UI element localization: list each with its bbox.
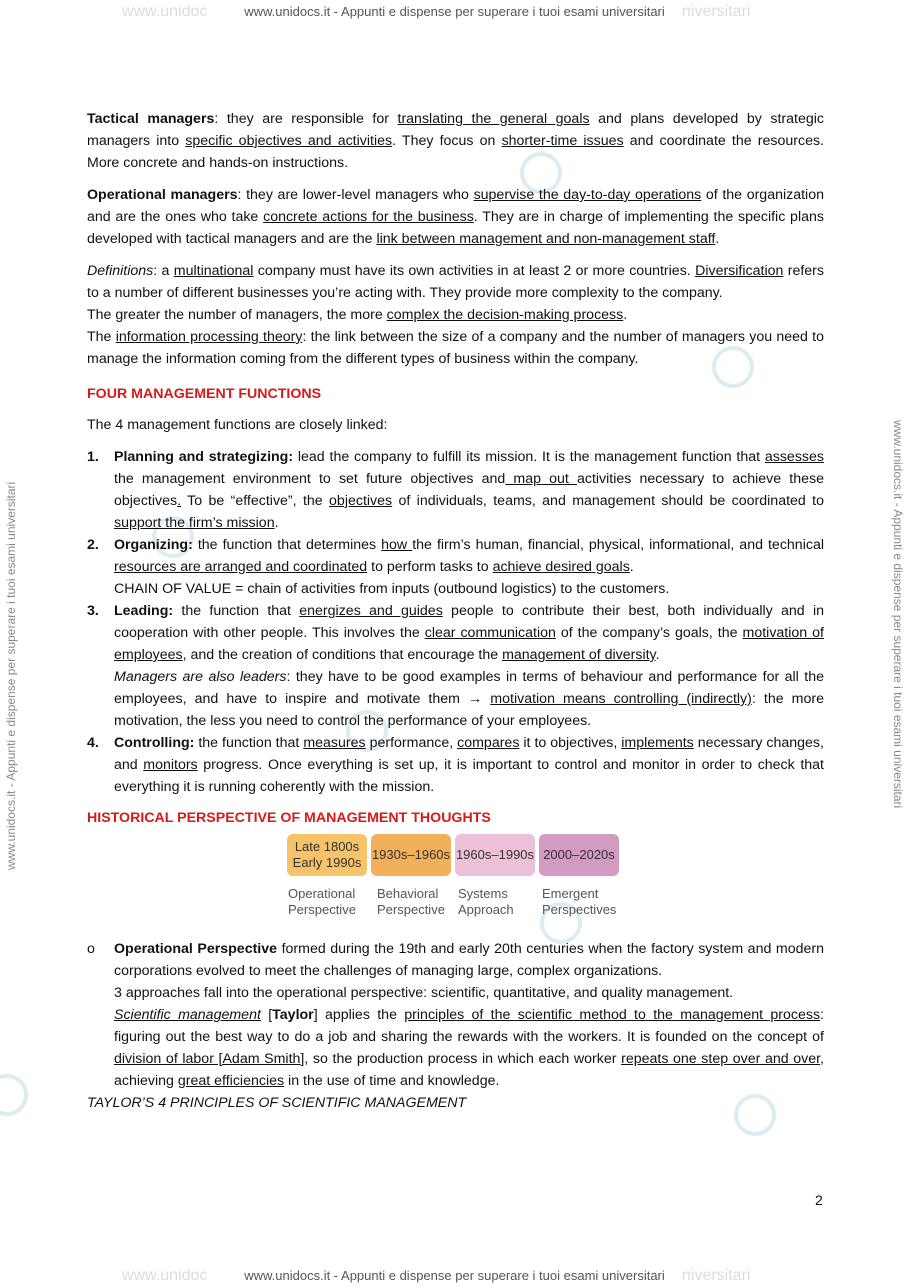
functions-intro: The 4 management functions are closely linked: — [87, 417, 388, 433]
text-span: . They focus on — [392, 133, 502, 149]
underlined-phrase: objectives — [329, 493, 393, 509]
text-span: The — [87, 329, 116, 345]
text-span: : a — [153, 263, 174, 279]
underlined-phrase: motivation of employees — [114, 625, 824, 663]
timeline-period-label: 2000–2020s — [543, 847, 615, 862]
timeline-caption-3 — [458, 886, 514, 918]
underlined-phrase: division of labor [Adam Smith] — [114, 1051, 305, 1067]
paragraph-greater-managers — [87, 304, 824, 326]
text-span: . — [274, 515, 279, 531]
text-span: , so the production process in which each worker — [304, 1051, 622, 1067]
timeline-period-label: 1930s–1960s — [371, 847, 451, 862]
timeline-caption-2 — [377, 886, 445, 918]
side-watermark-left: www.unidocs.it - Appunti e dispense per superare i tuoi esami universitari — [4, 481, 18, 870]
document-body — [87, 108, 824, 1124]
list-item-organizing — [87, 534, 824, 600]
header-ghost-left: www.unidoc — [122, 3, 208, 20]
list-item-controlling — [87, 732, 824, 798]
caption-line: Operational — [288, 886, 356, 901]
caption-line: Perspective — [377, 902, 445, 917]
text-span: the firm’s human, financial, physical, informational, and technical — [412, 537, 824, 553]
timeline-period-label: Late 1800s — [294, 839, 360, 854]
text-span: necessary changes, and — [114, 735, 824, 773]
timeline-figure — [87, 834, 824, 930]
underlined-phrase: Diversification — [695, 263, 784, 279]
text-span: , achieving — [114, 1051, 824, 1089]
footer-ghost-right: niversitari — [682, 1267, 751, 1284]
timeline-period-4 — [539, 834, 619, 876]
text-span: of the organization and are the ones who take — [87, 187, 824, 225]
heading-four-functions: FOUR MANAGEMENT FUNCTIONS — [87, 386, 322, 402]
text-span: of individuals, teams, and management should be coordinated to — [392, 493, 824, 509]
text-span: . They are in charge of implementing the specific plans developed with tactical managers and are the — [87, 209, 824, 247]
text-span: : they are lower-level managers who — [237, 187, 474, 203]
text-span: : they have to be good examples in terms of behaviour and performance for all the employees, and have to inspire and motivate them — [114, 669, 824, 707]
functions-list — [87, 446, 824, 798]
term-tactical-managers: Tactical managers — [87, 111, 215, 127]
text-span: formed during the 19th and early 20th centuries when the factory system and modern corporations evolved to meet the challenges of managing large, complex organizations. — [114, 941, 824, 979]
text-span: . — [629, 559, 634, 575]
paragraph-definitions — [87, 260, 824, 304]
arrow-right-icon: → — [468, 691, 483, 707]
text-span: progress. Once everything is set up, it is important to control and monitor in order to check that everything it is running coherently with the mission. — [114, 757, 824, 795]
heading-historical: HISTORICAL PERSPECTIVE OF MANAGEMENT THOUGHTS — [87, 810, 491, 826]
term-controlling: Controlling: — [114, 735, 195, 751]
text-span: of the company’s goals, the — [555, 625, 743, 641]
watermark-logo-icon — [0, 1074, 28, 1116]
underlined-phrase: great efficiencies — [177, 1073, 285, 1089]
underlined-phrase: energizes and guides — [299, 603, 443, 619]
underlined-phrase: assesses — [764, 449, 824, 465]
header-watermark-text: www.unidocs.it - Appunti e dispense per superare i tuoi esami universitari — [244, 4, 665, 19]
text-span: [ — [260, 1007, 273, 1023]
text-span: : figuring out the best way to do a job and sharing the rewards with the workers. It is founded on the concept of — [114, 1007, 824, 1045]
caption-line: Emergent — [542, 886, 599, 901]
text-span: people to contribute their best, both individually and in cooperation with other people. This involves the — [114, 603, 824, 641]
text-span: 3 approaches fall into the operational perspective: scientific, quantitative, and quality management. — [114, 985, 734, 1001]
timeline-period-label: Early 1990s — [292, 855, 362, 870]
term-organizing: Organizing: — [114, 537, 193, 553]
underlined-phrase: monitors — [143, 757, 198, 773]
taylor-principles-heading: TAYLOR’S 4 PRINCIPLES OF SCIENTIFIC MANAGEMENT — [87, 1095, 467, 1111]
header-watermark — [0, 4, 909, 22]
chain-of-value-note: CHAIN OF VALUE = chain of activities from inputs (outbound logistics) to the customers. — [114, 581, 670, 597]
timeline-period-label: 1960s–1990s — [455, 847, 535, 862]
text-span: to perform tasks to — [367, 559, 493, 575]
term-managers-leaders: Managers are also leaders — [114, 669, 287, 685]
caption-line: Perspectives — [542, 902, 617, 917]
text-span: . — [623, 307, 628, 323]
text-span: and coordinate the resources. More concrete and hands-on instructions. — [87, 133, 825, 171]
underlined-phrase: link between management and non-management staff — [376, 231, 716, 247]
caption-line: Behavioral — [377, 886, 439, 901]
underlined-phrase: motivation means controlling (indirectly) — [490, 691, 752, 707]
underlined-phrase: management of diversity — [502, 647, 656, 663]
list-number: 1. — [87, 449, 99, 465]
footer-watermark — [0, 1268, 909, 1286]
underlined-phrase: measures — [303, 735, 366, 751]
list-item-leading — [87, 600, 824, 732]
text-span: in the use of time and knowledge. — [284, 1073, 500, 1089]
underlined-phrase: implements — [621, 735, 694, 751]
text-span: performance, — [365, 735, 458, 751]
underlined-phrase: supervise the day-to-day operations — [473, 187, 702, 203]
underlined-phrase: principles of the scientific method to the management process — [404, 1007, 821, 1023]
term-operational-managers: Operational managers — [87, 187, 238, 203]
text-span: company must have its own activities in at least 2 or more countries. — [253, 263, 696, 279]
underlined-phrase: compares — [457, 735, 520, 751]
bullet-circle-icon: o — [87, 941, 95, 957]
timeline-period-1 — [287, 834, 367, 876]
underlined-phrase: . — [177, 493, 182, 509]
caption-line: Systems — [458, 886, 508, 901]
list-number: 3. — [87, 603, 99, 619]
underlined-phrase: specific objectives and activities — [185, 133, 393, 149]
underlined-phrase: how — [381, 537, 413, 553]
text-span: , and the creation of conditions that encourage the — [182, 647, 503, 663]
text-span: and plans developed by strategic managers into — [87, 111, 824, 149]
timeline-period-3 — [455, 834, 535, 876]
underlined-phrase: concrete actions for the business — [263, 209, 474, 225]
text-span: the function that — [173, 603, 300, 619]
term-scientific-management: Scientific management — [114, 1007, 261, 1023]
underlined-phrase: support the firm’s mission — [114, 515, 275, 531]
text-span: the management environment to set future objectives and — [114, 471, 506, 487]
page-number: 2 — [815, 1192, 823, 1208]
text-span: : they are responsible for — [214, 111, 398, 127]
text-span: : the link between the size of a company and the number of managers you need to manage the information coming from the different types of business within the company. — [87, 329, 825, 367]
footer-ghost-left: www.unidoc — [122, 1267, 208, 1284]
underlined-phrase: resources are arranged and coordinated — [114, 559, 368, 575]
caption-line: Perspective — [288, 902, 356, 917]
list-item-planning — [87, 446, 824, 534]
term-definitions: Definitions — [87, 263, 154, 279]
underlined-phrase: map out — [505, 471, 577, 487]
text-span: refers to a number of different businesses you’re acting with. They provide more complexity to the company. — [87, 263, 824, 301]
text-span: lead the company to fulfill its mission. It is the management function that — [293, 449, 765, 465]
underlined-phrase: complex the decision-making process — [386, 307, 624, 323]
operational-perspective-item — [87, 938, 824, 1092]
list-number: 2. — [87, 537, 99, 553]
underlined-phrase: repeats one step over and over — [621, 1051, 821, 1067]
underlined-phrase: achieve desired goals — [492, 559, 630, 575]
term-taylor: Taylor — [272, 1007, 314, 1023]
timeline-caption-1 — [288, 886, 356, 918]
text-span: . — [655, 647, 660, 663]
underlined-phrase: translating the general goals — [397, 111, 590, 127]
caption-line: Approach — [458, 902, 514, 917]
paragraph-tactical-managers — [87, 108, 824, 174]
underlined-phrase: information processing theory — [115, 329, 303, 345]
text-span: the function that — [194, 735, 304, 751]
underlined-phrase: clear communication — [424, 625, 556, 641]
text-span: The greater the number of managers, the more — [87, 307, 387, 323]
text-span: the function that determines — [192, 537, 382, 553]
side-watermark-right: www.unidocs.it - Appunti e dispense per superare i tuoi esami universitari — [891, 420, 905, 809]
text-span: activities necessary to achieve these objectives — [114, 471, 824, 509]
text-span: To be “effective”, the — [181, 493, 330, 509]
paragraph-operational-managers — [87, 184, 824, 250]
term-leading: Leading: — [114, 603, 174, 619]
text-span: ] applies the — [313, 1007, 405, 1023]
underlined-phrase: multinational — [173, 263, 254, 279]
underlined-phrase: shorter-time issues — [501, 133, 624, 149]
text-span: . — [715, 231, 720, 247]
term-planning: Planning and strategizing: — [114, 449, 294, 465]
footer-watermark-text: www.unidocs.it - Appunti e dispense per superare i tuoi esami universitari — [244, 1268, 665, 1283]
term-operational-perspective: Operational Perspective — [114, 941, 278, 957]
timeline-period-2 — [371, 834, 451, 876]
paragraph-information-theory — [87, 326, 824, 370]
list-number: 4. — [87, 735, 99, 751]
text-span: it to objectives, — [519, 735, 622, 751]
timeline-caption-4 — [542, 886, 616, 918]
header-ghost-right: niversitari — [682, 3, 751, 20]
text-span: : the more motivation, the less you need to control the performance of your employees. — [114, 691, 824, 729]
